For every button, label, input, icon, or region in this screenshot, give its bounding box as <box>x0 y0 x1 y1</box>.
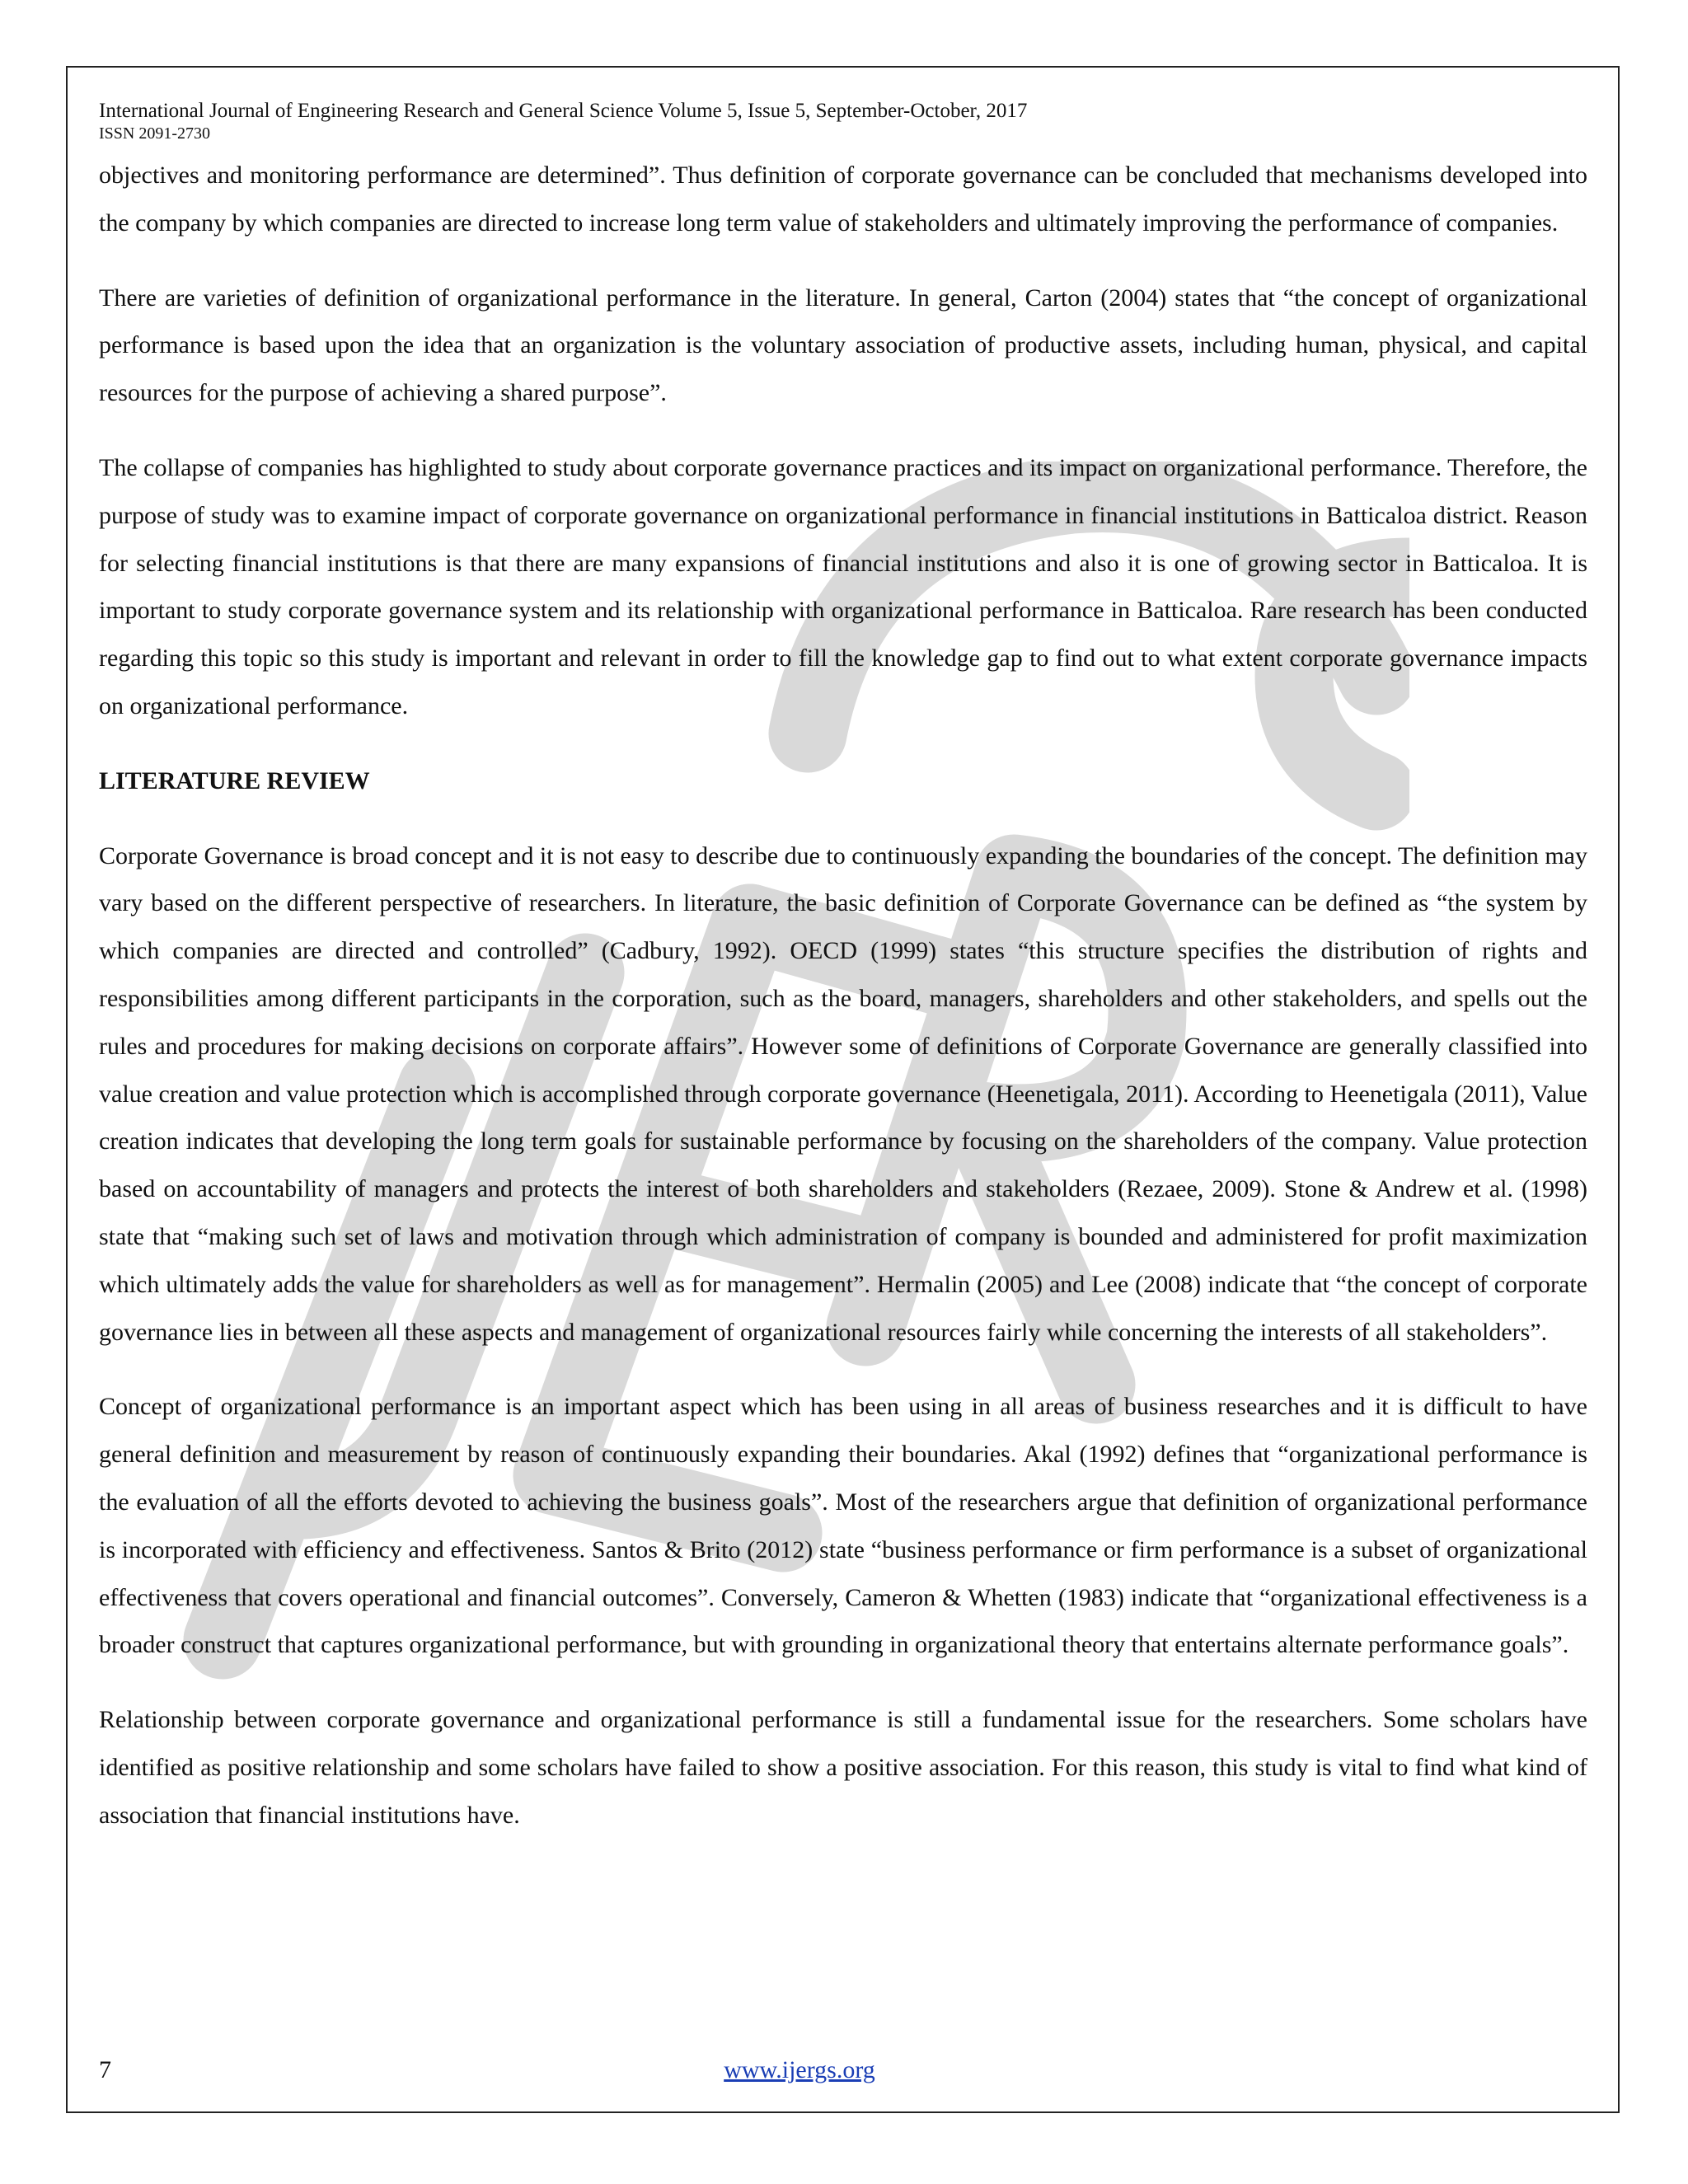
paragraph: Corporate Governance is broad concept and it is not easy to describe due to continuously expanding the boundaries of the concept. The definition may vary based on the different perspective of researchers. In literature, the basic definition of Corporate Governance can be defined as “the system by which companies are directed and controlled” (Cadbury, 1992). OECD (1999) states “this structure specifies the distribution of rights and responsibilities among different participants in the corporation, such as the board, managers, shareholders and other stakeholders, and spells out the rules and procedures for making decisions on corporate affairs”. However some of definitions of Corporate Governance are generally classified into value creation and value protection which is accomplished through corporate governance (Heenetigala, 2011). According to Heenetigala (2011), Value creation indicates that developing the long term goals for sustainable performance by focusing on the shareholders of the company. Value protection based on accountability of managers and protects the interest of both shareholders and stakeholders (Rezaee, 2009). Stone & Andrew et al. (1998) state that “making such set of laws and motivation through which administration of company is bounded and administered for profit maximization which ultimately adds the value for shareholders as well as for management”. Hermalin (2005) and Lee (2008) indicate that “the concept of corporate governance lies in between all these aspects and management of organizational resources fairly while concerning the interests of all stakeholders”. <box>99 841 1587 1346</box>
journal-title: International Journal of Engineering Research and General Science Volume 5, Issue 5, September-October, 2017 <box>99 100 1028 122</box>
footer-link-container <box>0 2055 1599 2085</box>
issn: ISSN 2091-2730 <box>99 124 211 143</box>
paragraph: The collapse of companies has highlighted to study about corporate governance practices and its impact on organizational performance. Therefore, the purpose of study was to examine impact of corporate governance on organizational performance in financial institutions in Batticaloa district. Reason for selecting financial institutions is that there are many expansions of financial institutions and also it is one of growing sector in Batticaloa. It is important to study corporate governance system and its relationship with organizational performance in Batticaloa. Rare research has been conducted regarding this topic so this study is important and relevant in order to fill the knowledge gap to find out to what extent corporate governance impacts on organizational performance. <box>99 453 1587 719</box>
paragraph: Concept of organizational performance is an important aspect which has been using in all areas of business researches and it is difficult to have general definition and measurement by reason of continuously expanding their boundaries. Akal (1992) defines that “organizational performance is the evaluation of all the efforts devoted to achieving the business goals”. Most of the researchers argue that definition of organizational performance is incorporated with efficiency and effectiveness. Santos & Brito (2012) state “business performance or firm performance is a subset of organizational effectiveness that covers operational and financial outcomes”. Conversely, Cameron & Whetten (1983) indicate that “organizational effectiveness is a broader construct that captures organizational performance, but with grounding in organizational theory that entertains alternate performance goals”. <box>99 1393 1587 1659</box>
section-heading-literature-review: LITERATURE REVIEW <box>99 766 370 794</box>
running-header <box>99 99 1027 143</box>
paragraph: Relationship between corporate governance and organizational performance is still a fundamental issue for the researchers. Some scholars have identified as positive relationship and some scholars have failed to show a positive association. For this reason, this study is vital to find what kind of association that financial institutions have. <box>99 1706 1587 1829</box>
paragraph: There are varieties of definition of organizational performance in the literature. In general, Carton (2004) states that “the concept of organizational performance is based upon the idea that an organization is the voluntary association of productive assets, including human, physical, and capital resources for the purpose of achieving a shared purpose”. <box>99 284 1587 407</box>
article-body <box>99 152 1587 1867</box>
paragraph: objectives and monitoring performance are determined”. Thus definition of corporate governance can be concluded that mechanisms developed into the company by which companies are directed to increase long term value of stakeholders and ultimately improving the performance of companies. <box>99 162 1587 237</box>
page-number: 7 <box>99 2056 111 2083</box>
website-link[interactable]: www.ijergs.org <box>724 2056 875 2083</box>
